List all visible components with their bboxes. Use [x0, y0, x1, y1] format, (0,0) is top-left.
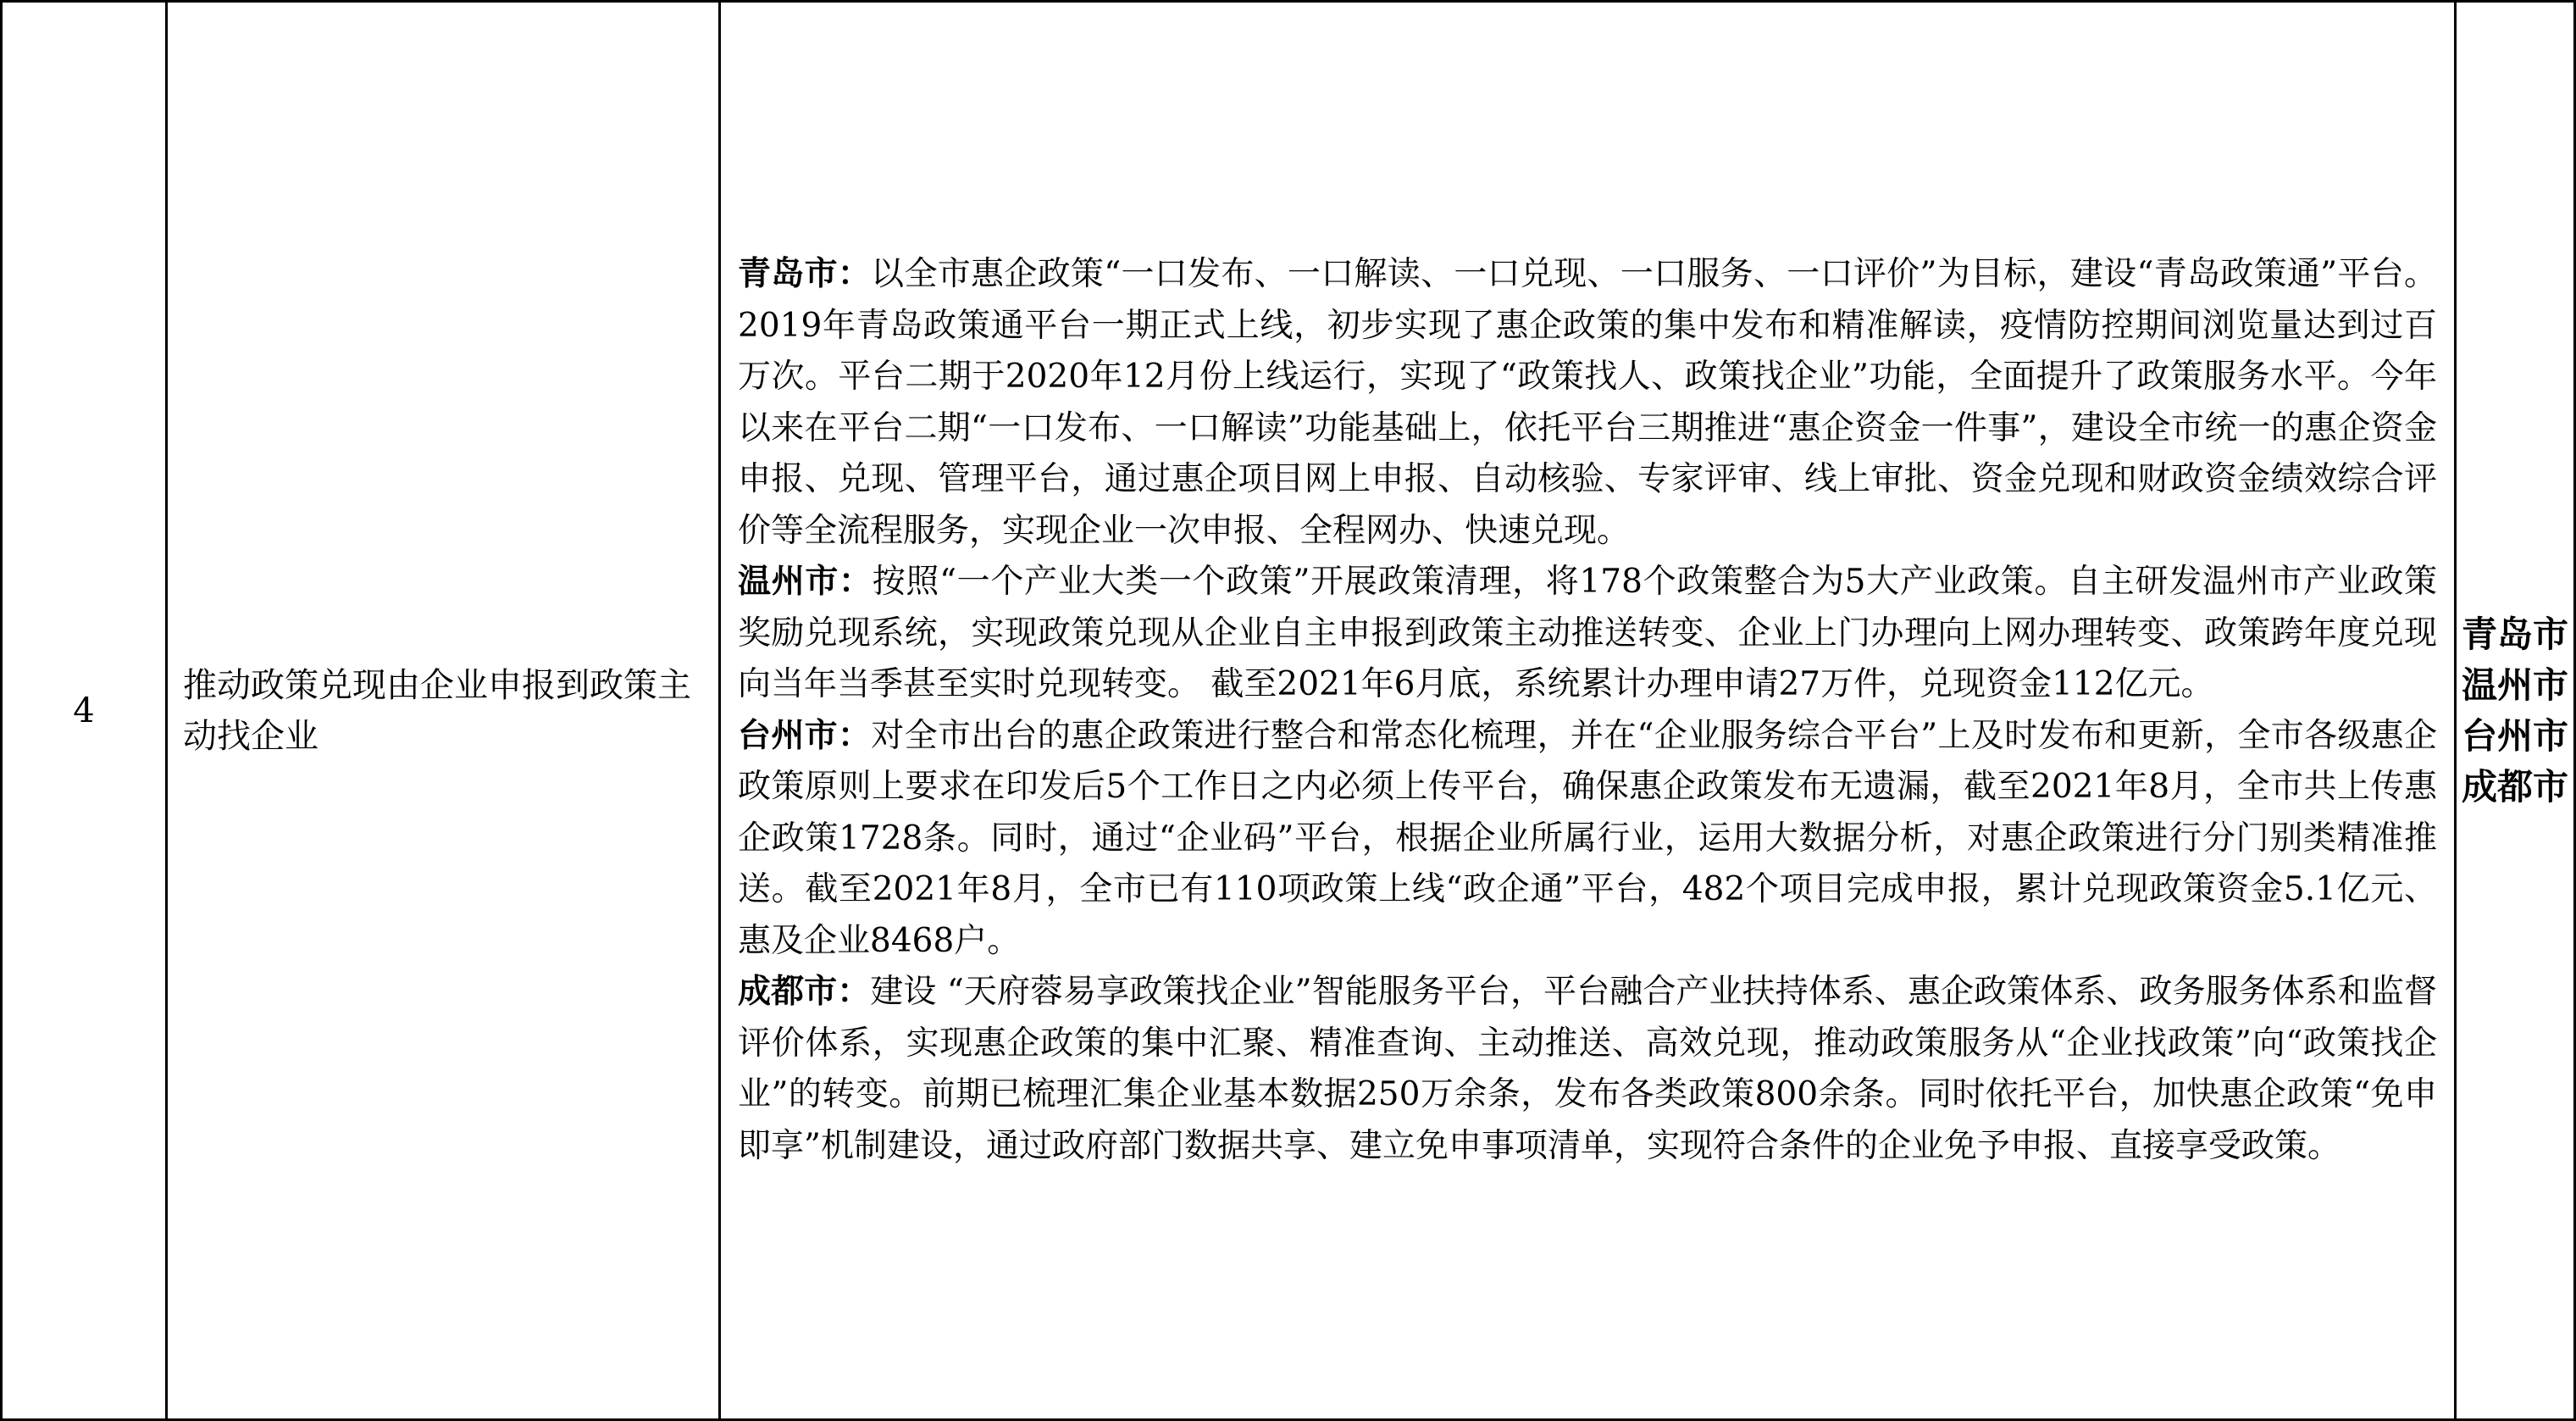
detail-city-label: 青岛市： [738, 255, 872, 293]
city-list-item: 成都市 [2461, 765, 2568, 808]
detail-cell [720, 2, 2456, 1420]
table-row [2, 2, 2575, 1420]
city-list-item: 温州市 [2461, 663, 2568, 706]
detail-text: 以全市惠企政策“一口发布、一口解读、一口兑现、一口服务、一口评价”为目标，建设“青岛政策通”平台。2019年青岛政策通平台一期正式上线，初步实现了惠企政策的集中发布和精准解读，疫情防控期间浏览量达到过百万次。平台二期于2020年12月份上线运行，实现了“政策找人、政策找企业”功能，全面提升了政策服务水平。今年以来在平台二期“一口发布、一口解读”功能基础上，依托平台三期推进“惠企资金一件事”，建设全市统一的惠企资金申报、兑现、管理平台，通过惠企项目网上申报、自动核验、专家评审、线上审批、资金兑现和财政资金绩效综合评价等全流程服务，实现企业一次申报、全程网办、快速兑现。 [738, 255, 2437, 550]
item-text: 推动政策兑现由企业申报到政策主动找企业 [183, 665, 691, 756]
detail-text: 对全市出台的惠企政策进行整合和常态化梳理，并在“企业服务综合平台”上及时发布和更新，全市各级惠企政策原则上要求在印发后5个工作日之内必须上传平台，确保惠企政策发布无遗漏，截至2021年8月，全市共上传惠企政策1728条。同时，通过“企业码”平台，根据企业所属行业，运用大数据分析，对惠企政策进行分门别类精准推送。截至2021年8月，全市已有110项政策上线“政企通”平台，482个项目完成申报，累计兑现政策资金5.1亿元、惠及企业8468户。 [738, 716, 2437, 960]
cities-cell [2456, 2, 2575, 1420]
detail-text: 建设 “天府蓉易享政策找企业”智能服务平台，平台融合产业扶持体系、惠企政策体系、政务服务体系和监督评价体系，实现惠企政策的集中汇聚、精准查询、主动推送、高效兑现，推动政策服务从“企业找政策”向“政策找企业”的转变。前期已梳理汇集企业基本数据250万余条，发布各类政策800余条。同时依托平台，加快惠企政策“免申即享”机制建设，通过政府部门数据共享、建立免申事项清单，实现符合条件的企业免予申报、直接享受政策。 [738, 973, 2437, 1165]
detail-city-label: 台州市： [738, 716, 872, 755]
row-number-cell [2, 2, 167, 1420]
city-list-item: 台州市 [2461, 714, 2568, 757]
detail-paragraph-wenzhou [738, 557, 2437, 711]
row-number: 4 [73, 691, 95, 730]
detail-city-label: 温州市： [738, 563, 873, 601]
detail-text: 按照“一个产业大类一个政策”开展政策清理，将178个政策整合为5大产业政策。自主研发温州市产业政策奖励兑现系统，实现政策兑现从企业自主申报到政策主动推送转变、企业上门办理向上网办理转变、政策跨年度兑现向当年当季甚至实时兑现转变。 截至2021年6月底，系统累计办理申请27万件，兑现资金112亿元。 [738, 563, 2437, 703]
detail-paragraph-chengdu [738, 967, 2437, 1172]
item-cell [167, 2, 720, 1420]
city-list-item: 青岛市 [2461, 613, 2568, 655]
detail-paragraph-qingdao [738, 249, 2437, 557]
detail-paragraph-taizhou [738, 711, 2437, 968]
detail-city-label: 成都市： [738, 973, 871, 1011]
